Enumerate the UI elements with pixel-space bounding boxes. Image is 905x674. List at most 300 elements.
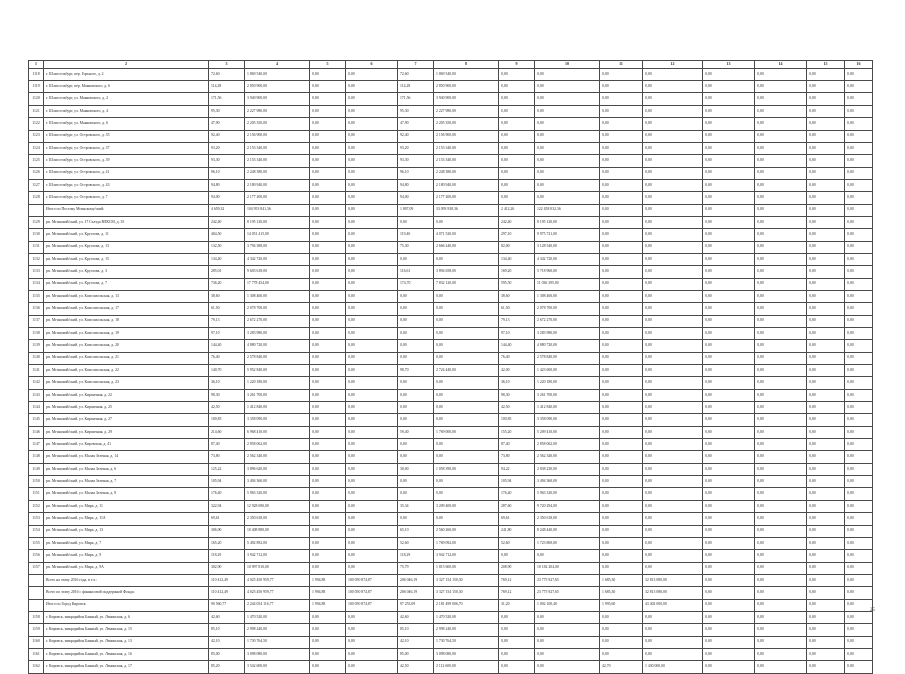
value-cell-col-16: 0,00 [845,303,873,315]
value-cell-col-4: 2 227 980,00 [245,105,310,117]
value-cell-col-8: 2 724 440,00 [434,365,499,377]
value-cell-col-5: 0,00 [310,500,346,512]
value-cell-col-12: 0,00 [643,451,703,463]
value-cell-col-15: 0,00 [807,130,845,142]
value-cell-col-6: 0,00 [346,402,398,414]
value-cell-col-16: 0,00 [845,167,873,179]
value-cell-col-5: 0,00 [310,278,346,290]
address-cell: г. Шлиссельбург, пер. Маяковского, д. 6 [44,81,209,93]
value-cell-col-10: 2 562 340,00 [535,451,600,463]
value-cell-col-13: 0,00 [703,389,755,401]
value-cell-col-7: 206 046,19 [398,574,434,586]
value-cell-col-11: 0,00 [600,340,643,352]
value-cell-col-12: 0,00 [643,229,703,241]
value-cell-col-3: 42,60 [209,611,245,623]
value-cell-col-16: 0,00 [845,253,873,265]
address-cell: рп. Мгинский/ский, ул. 17 Съезда ВЛКСМ, д. 35 [44,216,209,228]
value-cell-col-8: 1 730 764,50 [434,636,499,648]
value-cell-col-15: 0,00 [807,105,845,117]
value-cell-col-13: 0,00 [703,204,755,216]
value-cell-col-5: 0,00 [310,216,346,228]
value-cell-col-8: 1 769 000,00 [434,426,499,438]
table-row [29,525,873,537]
value-cell-col-15: 0,00 [807,587,845,599]
table-row [29,562,873,574]
value-cell-col-13: 0,00 [703,562,755,574]
value-cell-col-15: 0,00 [807,266,845,278]
table-row [29,340,873,352]
value-cell-col-9: 242,40 [499,216,535,228]
table-row [29,93,873,105]
value-cell-col-9: 0,00 [499,167,535,179]
value-cell-col-7: 0,00 [398,488,434,500]
address-cell: рп. Мгинский/ский, ул. Комсомольская, д. 22 [44,365,209,377]
value-cell-col-4: 2 672 270,00 [245,315,310,327]
value-cell-col-11: 0,00 [600,488,643,500]
column-number-1: 1 [29,61,44,69]
value-cell-col-16: 0,00 [845,377,873,389]
value-cell-col-10: 1 423 600,00 [535,365,600,377]
value-cell-col-8: 0,00 [434,402,499,414]
row-number-cell: 1118 [29,68,44,80]
value-cell-col-11: 0,00 [600,513,643,525]
value-cell-col-16: 0,00 [845,204,873,216]
value-cell-col-12: 1 430 000,00 [643,661,703,673]
value-cell-col-4: 3 940 900,00 [245,93,310,105]
value-cell-col-6: 100 050 874,87 [346,599,398,611]
value-cell-col-3: 85,00 [209,648,245,660]
value-cell-col-12: 0,00 [643,290,703,302]
value-cell-col-4: 2 858 062,00 [245,439,310,451]
table-row [29,229,873,241]
value-cell-col-3: 171,56 [209,93,245,105]
value-cell-col-4: 2 205 350,00 [245,118,310,130]
value-cell-col-4: 1 869 540,00 [245,68,310,80]
value-cell-col-4: 2 850 900,00 [245,81,310,93]
value-cell-col-10: 0,00 [535,68,600,80]
value-cell-col-15: 0,00 [807,204,845,216]
value-cell-col-13: 0,00 [703,303,755,315]
value-cell-col-10: 1 723 800,00 [535,537,600,549]
value-cell-col-3: 85,20 [209,661,245,673]
page-number: 25 [870,608,875,613]
address-cell: г. Кировск, микрорайон Банный, ул. Ленинская, д. 13 [44,636,209,648]
table-body [29,68,873,673]
value-cell-col-5: 0,00 [310,636,346,648]
value-cell-col-16: 0,00 [845,426,873,438]
value-cell-col-5: 0,00 [310,204,346,216]
value-cell-col-15: 0,00 [807,562,845,574]
value-cell-col-11: 0,00 [600,68,643,80]
row-number-cell: 1121 [29,105,44,117]
table-row [29,315,873,327]
value-cell-col-9: 0,00 [499,179,535,191]
total-label-cell: Всего по этапу 2016 с финансовой поддержкой Фонда: [44,587,209,599]
table-row [29,648,873,660]
value-cell-col-16: 0,00 [845,315,873,327]
table-row [29,130,873,142]
value-cell-col-15: 0,00 [807,426,845,438]
value-cell-col-16: 0,00 [845,661,873,673]
value-cell-col-3: 36,10 [209,377,245,389]
row-number-cell: 1127 [29,179,44,191]
value-cell-col-3: 105,94 [209,476,245,488]
value-cell-col-14: 0,00 [755,661,807,673]
value-cell-col-13: 0,00 [703,352,755,364]
value-cell-col-9: 0,00 [499,155,535,167]
value-cell-col-14: 0,00 [755,624,807,636]
value-cell-col-7: 0,00 [398,377,434,389]
table-row [29,611,873,623]
value-cell-col-15: 0,00 [807,513,845,525]
value-cell-col-10: 0,00 [535,93,600,105]
value-cell-col-12: 0,00 [643,439,703,451]
value-cell-col-6: 0,00 [346,611,398,623]
value-cell-col-14: 0,00 [755,241,807,253]
value-cell-col-15: 0,00 [807,142,845,154]
address-cell: рп. Мгинский/ский, ул. Малая Зеленая, д. 14 [44,451,209,463]
table-row [29,192,873,204]
value-cell-col-13: 0,00 [703,624,755,636]
value-cell-col-6: 0,00 [346,463,398,475]
value-cell-col-10: 5 718 960,00 [535,266,600,278]
value-cell-col-12: 0,00 [643,648,703,660]
value-cell-col-7: 93,20 [398,142,434,154]
value-cell-col-7: 0,00 [398,315,434,327]
row-number-cell: 1147 [29,439,44,451]
value-cell-col-11: 0,00 [600,426,643,438]
value-cell-col-7: 52,60 [398,537,434,549]
column-number-5: 5 [310,61,346,69]
register-sheet [28,60,872,674]
value-cell-col-13: 0,00 [703,105,755,117]
value-cell-col-6: 0,00 [346,81,398,93]
value-cell-col-10: 0,00 [535,155,600,167]
value-cell-col-3: 97,10 [209,328,245,340]
value-cell-col-4: 1 470 520,00 [245,611,310,623]
value-cell-col-11: 1 995,60 [600,599,643,611]
value-cell-col-13: 0,00 [703,574,755,586]
table-row [29,414,873,426]
value-cell-col-16: 0,00 [845,488,873,500]
row-number-cell: 1132 [29,253,44,265]
address-cell: рп. Мгинский/ский, ул. Малая Зеленая, д. 6 [44,463,209,475]
value-cell-col-4: 2 350 618,00 [245,513,310,525]
value-cell-col-12: 0,00 [643,500,703,512]
value-cell-col-9: 38,60 [499,290,535,302]
value-cell-col-10: 11 036 395,00 [535,278,600,290]
value-cell-col-4: 3 542 600,00 [245,661,310,673]
value-cell-col-3: 42,10 [209,636,245,648]
value-cell-col-13: 0,00 [703,500,755,512]
value-cell-col-8: 0,00 [434,315,499,327]
value-cell-col-14: 0,00 [755,377,807,389]
value-cell-col-3: 85,10 [209,624,245,636]
value-cell-col-12: 0,00 [643,537,703,549]
row-number-cell: 1123 [29,130,44,142]
value-cell-col-6: 0,00 [346,414,398,426]
value-cell-col-6: 0,00 [346,93,398,105]
value-cell-col-4: 4 025 450 959,77 [245,574,310,586]
value-cell-col-8: 3 098 080,00 [434,648,499,660]
value-cell-col-16: 0,00 [845,463,873,475]
value-cell-col-11: 0,00 [600,241,643,253]
value-cell-col-3: 144,40 [209,340,245,352]
value-cell-col-8: 2 227 980,00 [434,105,499,117]
value-cell-col-5: 0,00 [310,562,346,574]
value-cell-col-10: 2 838 230,00 [535,463,600,475]
address-cell: рп. Мгинский/ский, ул. Мира, д. 7 [44,537,209,549]
value-cell-col-11: 0,00 [600,105,643,117]
table-row [29,241,873,253]
table-row [29,389,873,401]
value-cell-col-4: 1 412 840,00 [245,402,310,414]
row-number-cell: 1133 [29,266,44,278]
value-cell-col-15: 0,00 [807,290,845,302]
value-cell-col-6: 0,00 [346,253,398,265]
value-cell-col-15: 0,00 [807,611,845,623]
value-cell-col-12: 0,00 [643,525,703,537]
value-cell-col-5: 0,00 [310,402,346,414]
value-cell-col-13: 0,00 [703,513,755,525]
total-label-cell: Итого по Поселку Мгинскому/ский: [44,204,209,216]
value-cell-col-4: 104 953 841,36 [245,204,310,216]
column-number-15: 15 [807,61,845,69]
value-cell-col-16: 0,00 [845,476,873,488]
table-row [29,290,873,302]
value-cell-col-3: 176,40 [209,488,245,500]
value-cell-col-16: 0,00 [845,587,873,599]
table-row [29,377,873,389]
value-cell-col-6: 100 050 874,87 [346,587,398,599]
value-cell-col-16: 0,00 [845,93,873,105]
value-cell-col-8: 0,00 [434,352,499,364]
value-cell-col-9: 0,00 [499,118,535,130]
value-cell-col-12: 0,00 [643,81,703,93]
total-row [29,574,873,586]
value-cell-col-3: 69,61 [209,513,245,525]
value-cell-col-13: 0,00 [703,365,755,377]
value-cell-col-8: 0,00 [434,513,499,525]
value-cell-col-12: 32 813 080,00 [643,587,703,599]
value-cell-col-3: 214,60 [209,426,245,438]
value-cell-col-9: 176,40 [499,488,535,500]
value-cell-col-16: 0,00 [845,229,873,241]
address-cell: рп. Мгинский/ский, ул. Мира, д. 9 [44,550,209,562]
row-number-cell: 1125 [29,155,44,167]
value-cell-col-4: 10 408 880,00 [245,525,310,537]
value-cell-col-8: 3 327 154 150,30 [434,574,499,586]
value-cell-col-10: 3 261 700,00 [535,389,600,401]
value-cell-col-16: 0,00 [845,389,873,401]
value-cell-col-11: 0,00 [600,500,643,512]
value-cell-col-15: 0,00 [807,340,845,352]
value-cell-col-10: 0,00 [535,648,600,660]
value-cell-col-3: 93,30 [209,155,245,167]
value-cell-col-14: 0,00 [755,414,807,426]
value-cell-col-4: 2 177 200,00 [245,192,310,204]
value-cell-col-8: 0,00 [434,488,499,500]
value-cell-col-11: 0,00 [600,266,643,278]
value-cell-col-8: 3 209 400,00 [434,500,499,512]
value-cell-col-11: 0,00 [600,537,643,549]
value-cell-col-7: 97 253,09 [398,599,434,611]
table-row [29,550,873,562]
value-cell-col-8: 2 153 340,00 [434,142,499,154]
value-cell-col-7: 95,30 [398,105,434,117]
value-cell-col-16: 0,00 [845,574,873,586]
value-cell-col-16: 0,00 [845,599,873,611]
value-cell-col-14: 0,00 [755,167,807,179]
value-cell-col-9: 2 412,26 [499,204,535,216]
value-cell-col-15: 0,00 [807,229,845,241]
value-cell-col-5: 0,00 [310,439,346,451]
value-cell-col-4: 4 025 450 959,77 [245,587,310,599]
value-cell-col-6: 0,00 [346,451,398,463]
value-cell-col-5: 0,00 [310,525,346,537]
value-cell-col-13: 0,00 [703,81,755,93]
value-cell-col-4: 2 078 700,00 [245,303,310,315]
table-row [29,463,873,475]
row-number-cell: 1153 [29,513,44,525]
value-cell-col-15: 0,00 [807,599,845,611]
column-number-11: 11 [600,61,643,69]
value-cell-col-8: 2 112 600,00 [434,661,499,673]
value-cell-col-6: 0,00 [346,216,398,228]
value-cell-col-6: 0,00 [346,315,398,327]
value-cell-col-12: 0,00 [643,463,703,475]
value-cell-col-11: 0,00 [600,142,643,154]
value-cell-col-4: 3 942 712,00 [245,550,310,562]
value-cell-col-6: 0,00 [346,118,398,130]
value-cell-col-16: 0,00 [845,365,873,377]
value-cell-col-4: 12 928 690,00 [245,500,310,512]
value-cell-col-13: 0,00 [703,661,755,673]
value-cell-col-12: 0,00 [643,402,703,414]
value-cell-col-5: 1 994,88 [310,574,346,586]
value-cell-col-9: 0,00 [499,105,535,117]
value-cell-col-14: 0,00 [755,513,807,525]
register-table [28,60,873,674]
value-cell-col-10: 3 494 360,00 [535,476,600,488]
value-cell-col-11: 0,00 [600,192,643,204]
column-number-8: 8 [434,61,499,69]
table-row [29,303,873,315]
value-cell-col-14: 0,00 [755,81,807,93]
value-cell-col-6: 0,00 [346,500,398,512]
value-cell-col-14: 0,00 [755,155,807,167]
value-cell-col-10: 8 195 120,00 [535,216,600,228]
row-number-cell: 1157 [29,562,44,574]
value-cell-col-16: 0,00 [845,550,873,562]
value-cell-col-11: 0,00 [600,562,643,574]
value-cell-col-12: 0,00 [643,179,703,191]
column-number-10: 10 [535,61,600,69]
value-cell-col-5: 0,00 [310,537,346,549]
value-cell-col-4: 14 051 415,00 [245,229,310,241]
address-cell: рп. Мгинский/ский, ул. Малая Зеленая, д. 7 [44,476,209,488]
value-cell-col-6: 100 050 874,87 [346,574,398,586]
table-row [29,278,873,290]
value-cell-col-13: 0,00 [703,550,755,562]
value-cell-col-16: 0,00 [845,81,873,93]
value-cell-col-13: 0,00 [703,402,755,414]
value-cell-col-5: 0,00 [310,648,346,660]
address-cell: г. Шлиссельбург, ул. Маяковского, д. 6 [44,118,209,130]
value-cell-col-13: 0,00 [703,266,755,278]
value-cell-col-3: 132,50 [209,241,245,253]
value-cell-col-11: 0,00 [600,167,643,179]
value-cell-col-7: 114,28 [398,81,434,93]
value-cell-col-13: 0,00 [703,488,755,500]
value-cell-col-9: 241,80 [499,525,535,537]
table-row [29,439,873,451]
value-cell-col-4: 2 156 900,00 [245,130,310,142]
value-cell-col-9: 0,00 [499,624,535,636]
value-cell-col-16: 0,00 [845,648,873,660]
value-cell-col-9: 31,20 [499,599,535,611]
value-cell-col-10: 3 128 540,00 [535,241,600,253]
row-number-cell: 1119 [29,81,44,93]
value-cell-col-5: 0,00 [310,290,346,302]
value-cell-col-3: 87,40 [209,439,245,451]
address-cell: г. Шлиссельбург, ул. Островского, д. 43 [44,179,209,191]
address-cell: рп. Мгинский/ский, ул. Кирпичная, д. 27 [44,414,209,426]
value-cell-col-11: 42,70 [600,661,643,673]
value-cell-col-16: 0,00 [845,513,873,525]
value-cell-col-14: 0,00 [755,611,807,623]
value-cell-col-4: 2 998 240,00 [245,624,310,636]
value-cell-col-4: 5 492 892,00 [245,537,310,549]
value-cell-col-3: 302,90 [209,562,245,574]
value-cell-col-6: 0,00 [346,426,398,438]
value-cell-col-7: 85,10 [398,624,434,636]
value-cell-col-13: 0,00 [703,192,755,204]
value-cell-col-12: 0,00 [643,550,703,562]
value-cell-col-15: 0,00 [807,550,845,562]
value-cell-col-16: 0,00 [845,179,873,191]
value-cell-col-7: 0,00 [398,352,434,364]
value-cell-col-5: 0,00 [310,328,346,340]
value-cell-col-8: 0,00 [434,253,499,265]
value-cell-col-11: 0,00 [600,81,643,93]
address-cell: рп. Мгинский/ский, ул. Мира, д. 9А [44,562,209,574]
row-number-cell: 1122 [29,118,44,130]
value-cell-col-8: 3 327 154 150,30 [434,587,499,599]
value-cell-col-9: 69,61 [499,513,535,525]
value-cell-col-5: 0,00 [310,266,346,278]
value-cell-col-10: 8 248 440,00 [535,525,600,537]
value-cell-col-11: 0,00 [600,229,643,241]
value-cell-col-15: 0,00 [807,402,845,414]
value-cell-col-16: 0,00 [845,118,873,130]
value-cell-col-12: 32 813 080,00 [643,574,703,586]
value-cell-col-14: 0,00 [755,118,807,130]
value-cell-col-12: 0,00 [643,241,703,253]
value-cell-col-14: 0,00 [755,352,807,364]
row-number-cell: 1162 [29,661,44,673]
value-cell-col-5: 0,00 [310,68,346,80]
value-cell-col-5: 0,00 [310,426,346,438]
table-row [29,513,873,525]
table-row [29,68,873,80]
value-cell-col-13: 0,00 [703,290,755,302]
value-cell-col-14: 0,00 [755,192,807,204]
row-number-cell: 1156 [29,550,44,562]
value-cell-col-8: 0,00 [434,389,499,401]
value-cell-col-3: 322,94 [209,500,245,512]
value-cell-col-10: 0,00 [535,105,600,117]
